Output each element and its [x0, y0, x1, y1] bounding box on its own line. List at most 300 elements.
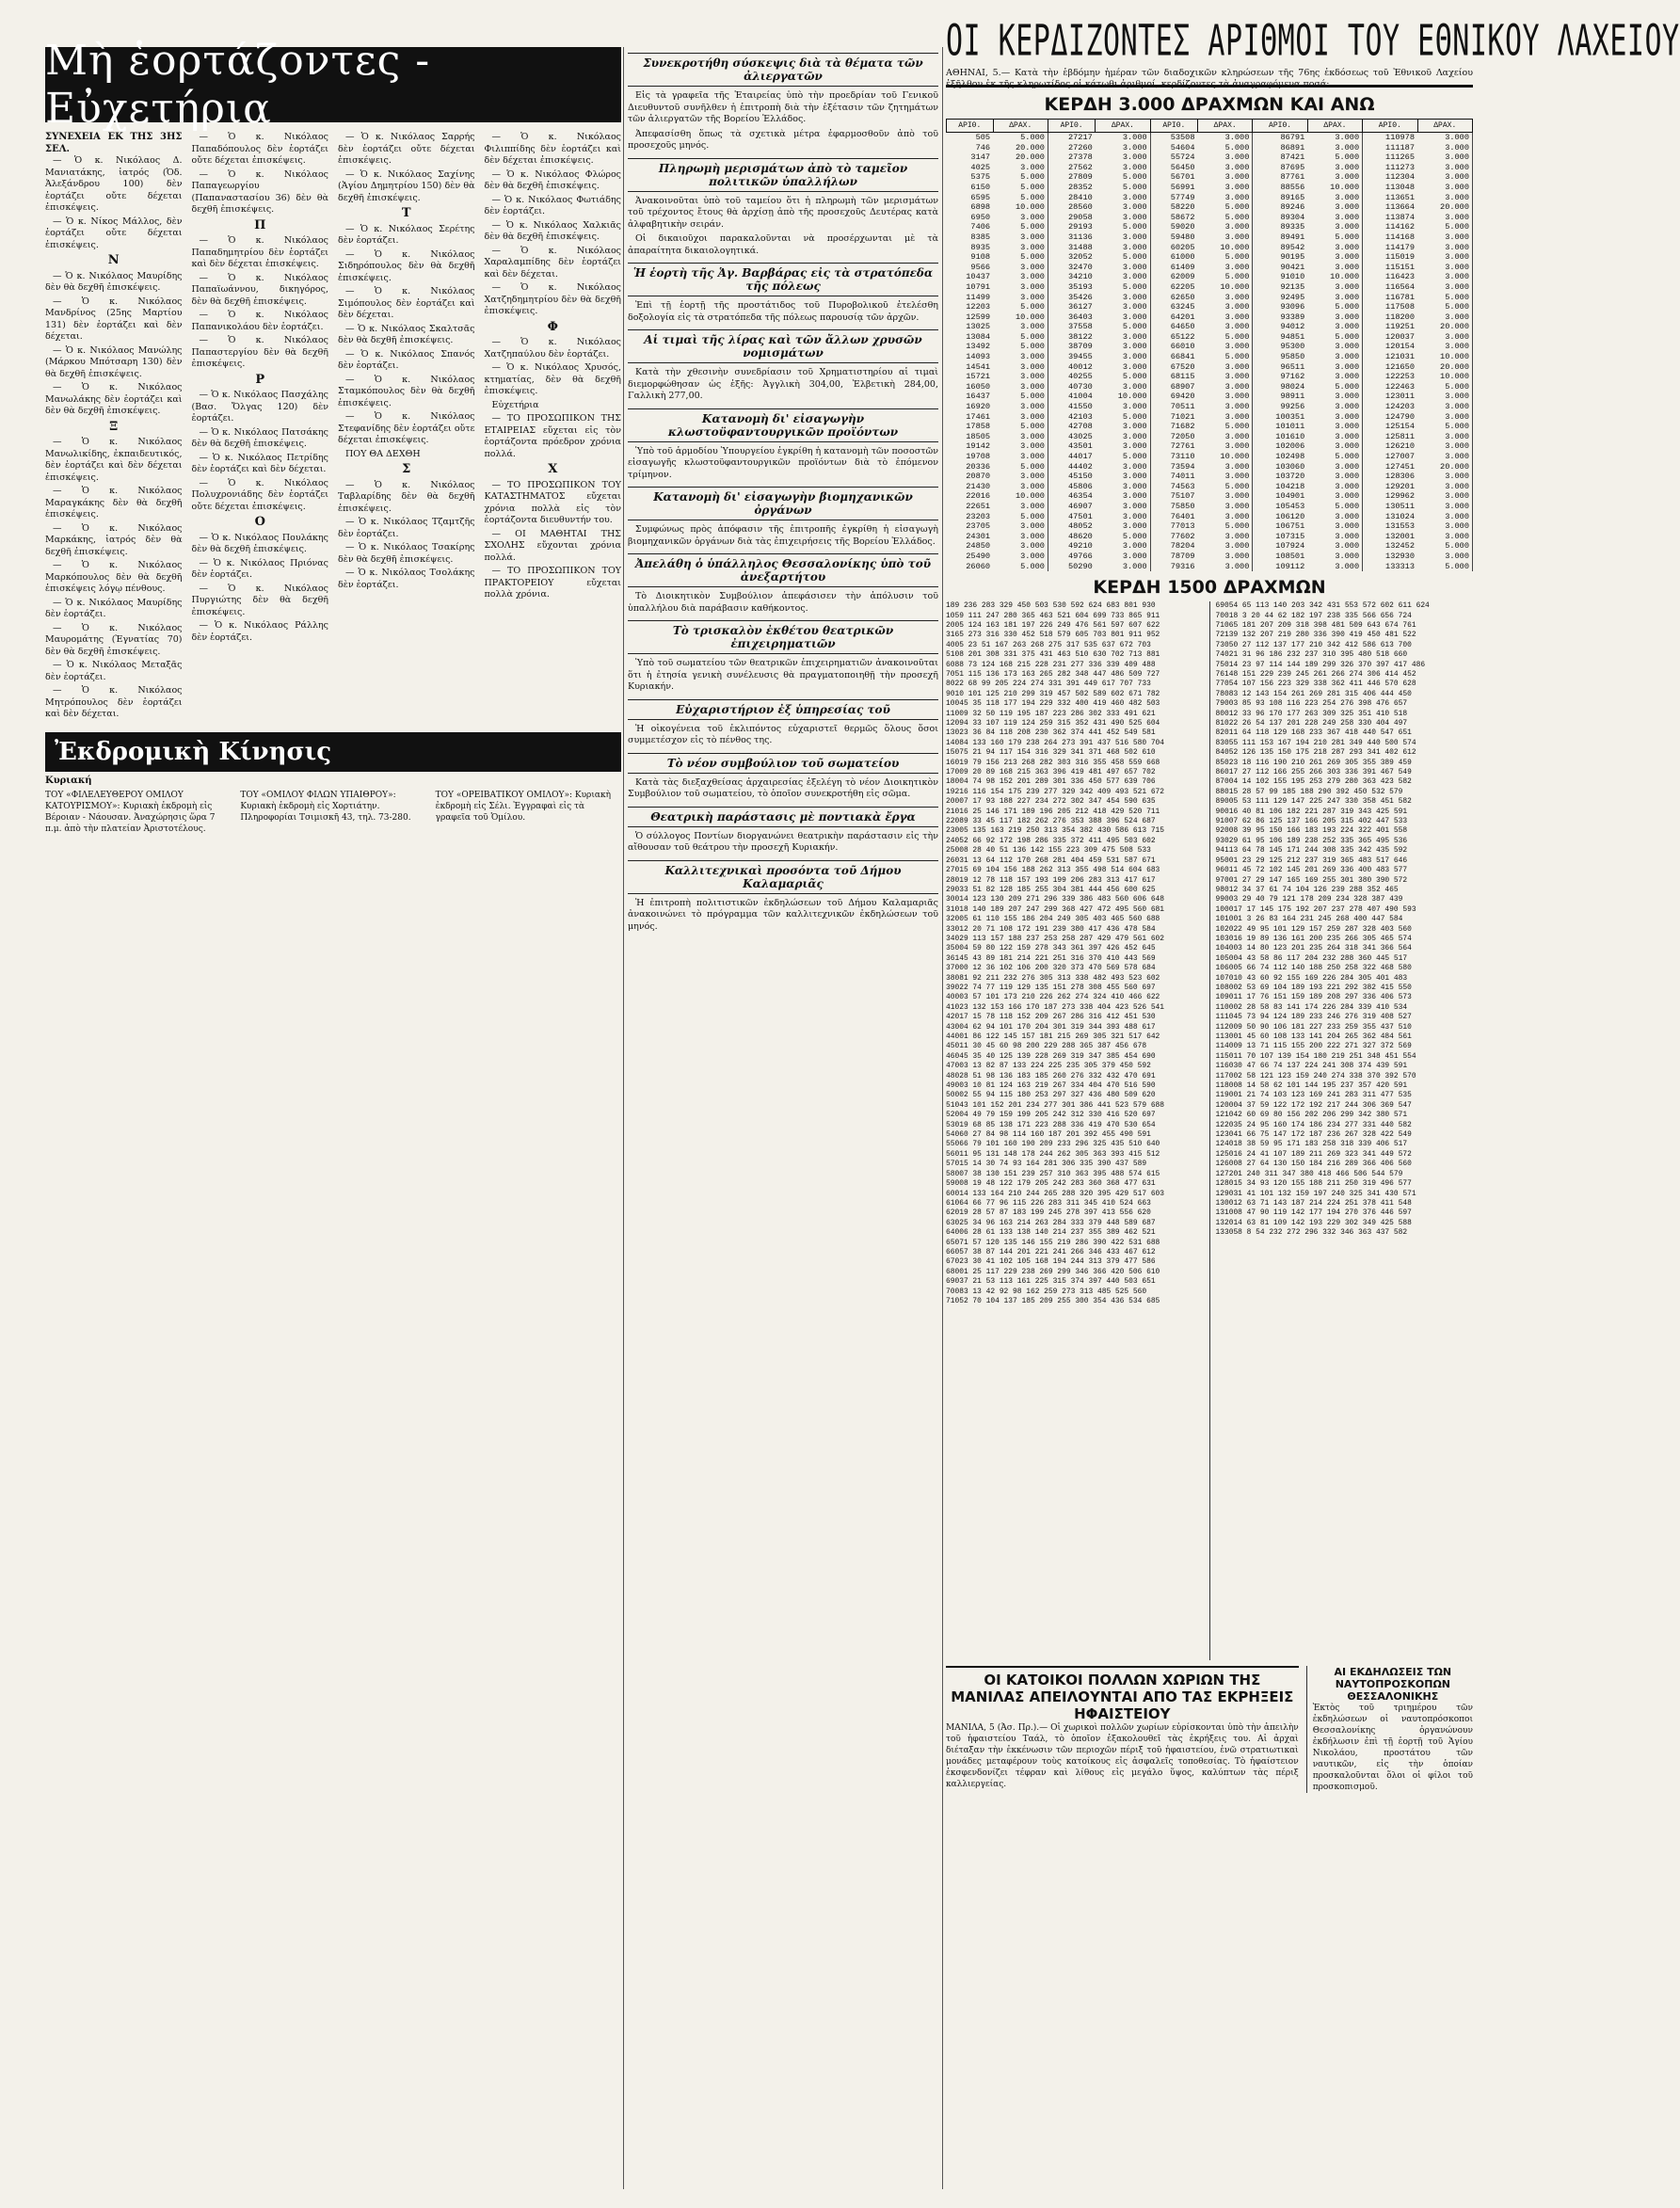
notice-item: — Ὁ κ. Νικόλαος Παπαγεωργίου (Παπαναστασίου 36) δὲν θὰ δεχθῆ ἐπισκέψεις. — [191, 168, 328, 215]
brief-body — [628, 300, 938, 324]
ticket-number: 35426 — [1067, 292, 1093, 302]
ticket-number: 96511 — [1280, 361, 1305, 372]
prize-amount: 5.000 — [1096, 252, 1150, 263]
table-row — [947, 322, 1473, 332]
notice-item: — Ὁ κ. Νικόλαος Πουλάκης δὲν θὰ δεχθῆ ἐπισκέψεις. — [191, 532, 328, 554]
notice-item: — Ὁ κ. Νικόλαος Μαυρίδης δὲν ἑορτάζει. — [45, 597, 183, 619]
prize-amount: 3.000 — [993, 293, 1048, 303]
prize-amount: 5.000 — [993, 193, 1048, 203]
alphabet-section-letter: Χ — [548, 462, 558, 476]
ticket-number: 36127 — [1067, 302, 1093, 312]
ticket-number: 99256 — [1280, 402, 1305, 412]
table-row — [947, 512, 1473, 522]
table-row — [947, 502, 1473, 512]
table-row — [947, 472, 1473, 482]
brief-body — [628, 658, 938, 694]
prize-amount: 3.000 — [1096, 562, 1150, 572]
prize-amount: 3.000 — [1198, 441, 1253, 452]
ticket-number: 14093 — [966, 352, 991, 362]
prize-amount: 3.000 — [1096, 202, 1150, 213]
ticket-number: 46907 — [1067, 501, 1093, 511]
prize-amount: 3.000 — [1198, 402, 1253, 412]
ticket-number: 89165 — [1280, 192, 1305, 202]
table-row — [947, 312, 1473, 323]
ticket-number: 12203 — [966, 302, 991, 312]
ticket-number: 129201 — [1385, 481, 1415, 491]
prize-amount: 20.000 — [1417, 362, 1473, 373]
prize-heading-3000: ΚΕΡΔΗ 3.000 ΔΡΑΧΜΩΝ ΚΑΙ ΑΝΩ — [1044, 94, 1375, 115]
ticket-number: 70511 — [1170, 402, 1195, 412]
notice-item: Εὐχετήρια — [491, 399, 539, 410]
prize-amount: 3.000 — [1417, 512, 1473, 522]
table-row — [947, 222, 1473, 232]
ticket-number: 86891 — [1280, 142, 1305, 152]
ticket-number: 25490 — [966, 551, 991, 561]
ticket-number: 122253 — [1385, 372, 1415, 382]
ticket-number: 10437 — [966, 272, 991, 282]
prize-amount: 5.000 — [1096, 282, 1150, 293]
ticket-number: 22651 — [966, 501, 991, 511]
ticket-number: 114162 — [1385, 222, 1415, 232]
ticket-number: 58220 — [1170, 202, 1195, 213]
ticket-number: 74011 — [1170, 472, 1195, 482]
prize-amount: 3.000 — [1096, 143, 1150, 153]
lottery-intro: ΑΘΗΝΑΙ, 5.— Κατὰ τὴν ἑβδόμην ἡμέραν τῶν διαδοχικῶν κληρώσεων τῆς 76ης ἐκδόσεως τοῦ Ἐθνικοῦ Λαχείου ἐξῆλθον ἐκ τῆς κληρωτίδος οἱ κάτωθι ἀριθμοί, κερδίζοντες τὰ ἀναγραφόμενα ποσά: — [946, 68, 1473, 89]
prize-amount: 3.000 — [1307, 362, 1362, 373]
ticket-number: 59480 — [1170, 232, 1195, 242]
prize-amount: 3.000 — [1417, 193, 1473, 203]
table-row — [947, 232, 1473, 243]
ticket-number: 13025 — [966, 322, 991, 332]
prize-amount: 5.000 — [1198, 332, 1253, 343]
notice-item: — Ὁ κ. Νικόλαος Παπανικολάου δὲν ἑορτάζει. — [191, 310, 328, 332]
ticket-number: 23705 — [966, 521, 991, 532]
prize-amount: 5.000 — [993, 422, 1048, 432]
ticket-number: 50290 — [1067, 561, 1093, 571]
ticket-number: 34210 — [1067, 272, 1093, 282]
ticket-number: 114168 — [1385, 232, 1415, 242]
prize-amount: 5.000 — [1198, 521, 1253, 532]
prize-amount: 3.000 — [1096, 352, 1150, 362]
amount-column-header: ΔΡΑΧ. — [1417, 120, 1473, 133]
ticket-number: 43501 — [1067, 441, 1093, 452]
prize-amount: 3.000 — [1417, 183, 1473, 193]
ticket-number: 11499 — [966, 292, 991, 302]
notice-item: — ΤΟ ΠΡΟΣΩΠΙΚΟΝ ΤΟΥ ΠΡΑΚΤΟΡΕΙΟΥ εὔχεται πολλὰ χρόνια. — [484, 566, 621, 600]
ticket-number: 62009 — [1170, 272, 1195, 282]
ticket-number: 108501 — [1275, 551, 1305, 561]
table-row — [947, 133, 1473, 143]
prize-amount: 5.000 — [1096, 452, 1150, 462]
prize-amount: 3.000 — [1417, 252, 1473, 263]
ticket-number: 17461 — [966, 411, 991, 422]
prize-amount: 3.000 — [1307, 521, 1362, 532]
ticket-number: 89335 — [1280, 222, 1305, 232]
amount-column-header: ΔΡΑΧ. — [1096, 120, 1150, 133]
ticket-number: 92135 — [1280, 281, 1305, 292]
table-row — [947, 263, 1473, 273]
prize-amount: 3.000 — [993, 243, 1048, 253]
ticket-number: 133313 — [1385, 561, 1415, 571]
ticket-number: 129962 — [1385, 491, 1415, 502]
prize-amount: 3.000 — [1096, 482, 1150, 492]
ticket-number: 57749 — [1170, 192, 1195, 202]
ticket-number: 116564 — [1385, 281, 1415, 292]
ticket-number: 114179 — [1385, 242, 1415, 252]
ticket-number: 28560 — [1067, 202, 1093, 213]
ticket-number: 123011 — [1385, 392, 1415, 402]
lottery-table-header — [947, 120, 1473, 133]
prize-amount: 3.000 — [1198, 152, 1253, 163]
notice-item: — Ὁ κ. Νικόλαος Σιμόπουλος δὲν ἑορτάζει καὶ δὲν δέχεται. — [338, 286, 475, 320]
notice-item: — Ὁ κ. Νικόλαος Δ. Μανιατάκης, ἰατρός (Ὁδ. Ἀλεξάνδρου 100) δὲν ἑορτάζει οὔτε δέχεται ἐπισκέψεις. — [45, 155, 183, 213]
notice-item: — Ὁ κ. Νικόλαος Πετρίδης δὲν ἑορτάζει καὶ δὲν δέχεται. — [191, 452, 328, 474]
notice-item: — Ὁ κ. Νικόλαος Φιλιππίδης δὲν ἑορτάζει καὶ δὲν δέχεται ἐπισκέψεις. — [484, 132, 621, 166]
brief-paragraph: Ὁ σύλλογος Ποντίων διοργανώνει θεατρικὴν παράστασιν εἰς τὴν αἴθουσαν τοῦ θεάτρου τὴν προσεχῆ Κυριακήν. — [628, 830, 938, 853]
prize-amount: 3.000 — [1096, 432, 1150, 442]
brief-headline: Κατανομὴ δι' εἰσαγωγὴν κλωστοϋφαντουργικῶν προϊόντων — [628, 408, 938, 442]
table-row — [947, 152, 1473, 163]
prize-amount: 3.000 — [1096, 541, 1150, 552]
prize-amount: 3.000 — [1307, 552, 1362, 562]
ticket-number: 56701 — [1170, 172, 1195, 183]
ticket-number: 90421 — [1280, 262, 1305, 272]
prize-amount: 5.000 — [993, 462, 1048, 472]
notice-columns — [45, 132, 621, 723]
prize-amount: 3.000 — [1096, 491, 1150, 502]
prize-amount: 10.000 — [1417, 352, 1473, 362]
ticket-number: 89304 — [1280, 212, 1305, 222]
prize-amount: 3.000 — [1198, 342, 1253, 352]
table-row — [947, 163, 1473, 173]
prize-amount: 3.000 — [1307, 143, 1362, 153]
notice-column — [485, 132, 622, 723]
ticket-number: 41004 — [1067, 392, 1093, 402]
brief-paragraph: Ἐπὶ τῇ ἑορτῇ τῆς προστάτιδος τοῦ Πυροβολικοῦ ἐτελέσθη δοξολογία εἰς τὰ στρατόπεδα τῆς πόλεως παρουσίᾳ τῶν ἀρχῶν. — [628, 300, 938, 323]
ticket-number: 13084 — [966, 331, 991, 342]
prize-amount: 3.000 — [1417, 143, 1473, 153]
volcano-text: ΜΑΝΙΛΑ, 5 (Ἀσ. Πρ.).— Οἱ χωρικοὶ πολλῶν χωρίων εὑρίσκονται ὑπὸ τὴν ἀπειλὴν τοῦ ἡφαιστείου Ταάλ, τὸ ὁποῖον ἐξακολουθεῖ τὰς ἐκρήξεις του. Αἱ ἀρχαὶ διέταξαν τὴν ἐκκένωσιν τῶν περιοχῶν πέριξ τοῦ ἡφαιστείου, ἐνῶ στρατιωτικαὶ μονάδες μεταφέρουν τοὺς κατοίκους εἰς ἀσφαλεῖς τοποθεσίας. Τὸ ἡφαίστειον ἐκσφενδονίζει τέφραν καὶ λίθους εἰς μεγάλο ὕψος, καλύπτων τὰς πέριξ καλλιεργείας. — [946, 1723, 1299, 1790]
prize-amount: 3.000 — [1198, 133, 1253, 143]
prize-amount: 3.000 — [1417, 312, 1473, 323]
ticket-number: 87421 — [1280, 152, 1305, 163]
ticket-number: 102006 — [1275, 441, 1305, 452]
prize-amount: 3.000 — [1096, 133, 1150, 143]
prize-amount: 3.000 — [1307, 312, 1362, 323]
prize-amount: 3.000 — [1096, 462, 1150, 472]
prize-amount: 3.000 — [1307, 512, 1362, 522]
ticket-number: 49210 — [1067, 541, 1093, 552]
prize-amount: 3.000 — [1198, 512, 1253, 522]
ticket-number: 101011 — [1275, 422, 1305, 432]
table-row — [947, 282, 1473, 293]
prize-amount: 5.000 — [993, 302, 1048, 312]
prize-amount: 5.000 — [993, 512, 1048, 522]
prize-amount: 3.000 — [1096, 502, 1150, 512]
notice-column — [192, 132, 329, 723]
prize-amount: 3.000 — [993, 282, 1048, 293]
prize-amount: 3.000 — [1096, 213, 1150, 223]
ticket-number: 116423 — [1385, 272, 1415, 282]
ticket-number: 6898 — [970, 202, 991, 213]
table-row — [947, 352, 1473, 362]
ticket-number: 48052 — [1067, 521, 1093, 532]
ticket-number: 98911 — [1280, 392, 1305, 402]
prize-amount: 3.000 — [1096, 243, 1150, 253]
prize-amount: 3.000 — [1307, 193, 1362, 203]
prize-amount: 3.000 — [1096, 302, 1150, 312]
ticket-number: 24301 — [966, 531, 991, 541]
ticket-number: 103060 — [1275, 461, 1305, 472]
prize-amount: 10.000 — [1096, 392, 1150, 402]
prize-amount: 3.000 — [1307, 243, 1362, 253]
number-column-header: ΑΡΙΘ. — [1363, 120, 1417, 133]
table-row — [947, 541, 1473, 552]
ticket-number: 37558 — [1067, 322, 1093, 332]
ticket-number: 54604 — [1170, 142, 1195, 152]
prize-amount: 5.000 — [993, 392, 1048, 402]
column-divider — [623, 47, 624, 2189]
table-row — [947, 143, 1473, 153]
prize-amount: 5.000 — [1307, 152, 1362, 163]
prize-amount: 3.000 — [1307, 133, 1362, 143]
ticket-number: 117508 — [1385, 302, 1415, 312]
ticket-number: 44017 — [1067, 452, 1093, 461]
notice-item: — Ὁ κ. Νικόλαος Χαλκιᾶς δὲν θὰ δεχθῆ ἐπισκέψεις. — [484, 219, 621, 242]
notice-item: — Ὁ κ. Νικόλαος Στεφανίδης δὲν ἑορτάζει οὔτε δέχεται ἐπισκέψεις. — [338, 411, 475, 445]
ticket-number: 90195 — [1280, 252, 1305, 263]
ticket-number: 38122 — [1067, 331, 1093, 342]
ticket-number: 44402 — [1067, 461, 1093, 472]
ticket-number: 132930 — [1385, 551, 1415, 561]
ticket-number: 16920 — [966, 402, 991, 412]
brief-headline: Πληρωμὴ μερισμάτων ἀπὸ τὸ ταμεῖον πολιτικῶν ὑπαλλήλων — [628, 158, 938, 192]
prize-amount: 3.000 — [1307, 422, 1362, 432]
prize-amount: 3.000 — [993, 412, 1048, 423]
ticket-number: 115019 — [1385, 252, 1415, 263]
number-list-left: 189 236 283 329 450 503 530 592 624 683 801 930 1059 111 247 280 365 463 521 604 699 733 865 911 2005 124 163 181 197 226 249 476 561 597 607 622 3165 273 316 330 452 518 579 605 703 801 911 952 4005 23 51 167 263 268 275 317 535 637 672 703 5108 201 308 331 375 431 463 510 630 702 713 881 6088 73 124 168 215 228 231 277 336 339 409 488 7051 115 136 173 163 265 282 348 447 486 509 727 8022 68 99 205 224 274 331 391 449 617 707 733 9010 101 125 210 299 319 457 502 589 602 671 782 10045 35 118 177 194 229 332 400 419 460 482 503 11009 32 50 119 195 187 223 286 302 333 491 621 12094 33 107 119 124 259 315 352 431 490 525 604 13023 36 84 118 208 230 362 374 441 452 549 581 14084 133 160 179 238 264 273 391 437 516 580 704 15075 21 94 117 154 316 329 341 371 468 502 610 16019 79 156 213 268 282 303 316 355 458 559 668 17009 20 89 168 215 363 396 419 481 497 657 702 18004 74 98 152 201 289 301 336 450 577 639 706 19216 116 154 175 239 277 329 342 409 493 521 672 20007 17 93 188 227 234 272 302 347 454 590 635 21016 25 146 171 189 196 205 212 418 429 520 711 22089 33 45 117 182 262 276 353 388 396 524 687 23005 135 163 219 250 313 354 382 430 586 613 715 24052 66 92 172 198 286 335 372 411 495 503 602 25008 28 40 51 136 142 155 223 309 475 508 533 26031 13 64 112 170 268 281 404 459 531 587 671 27015 69 104 156 188 262 313 355 498 514 604 683 28019 12 78 118 157 193 199 206 283 313 417 617 29033 51 82 128 185 255 304 381 444 456 600 625 30014 123 130 209 271 296 339 386 483 560 606 648 31018 140 189 207 247 299 368 427 472 495 560 681 32005 61 110 155 186 204 249 305 403 465 560 688 33012 20 71 108 172 191 239 380 417 436 478 584 34029 113 157 188 237 253 258 287 429 479 561 602 35004 59 80 122 159 278 343 361 397 426 452 645 36145 43 89 181 214 221 251 316 370 410 443 569 37000 12 36 102 106 200 320 373 470 569 578 684 38081 92 211 232 276 305 313 338 482 493 523 602 39022 74 77 119 129 135 151 278 308 455 560 697 40003 57 101 173 210 226 262 274 324 410 466 622 41023 132 153 166 170 187 273 338 404 423 526 541 42017 15 78 118 152 209 267 286 316 412 451 530 43004 62 94 101 170 204 301 319 344 393 488 617 44001 86 122 145 157 181 215 269 305 321 517 642 45011 30 45 60 98 200 229 288 365 387 456 678 46045 35 40 125 139 228 269 319 347 385 454 690 47003 13 82 87 133 224 225 235 305 379 450 592 48028 51 98 136 183 185 260 276 332 432 470 691 49003 10 81 124 163 219 267 334 404 470 516 590 50002 55 94 115 180 253 297 327 436 480 509 620 51043 101 152 201 234 277 301 386 441 523 579 688 52004 49 79 159 199 205 242 312 330 416 520 697 53019 68 85 138 171 223 288 336 419 470 530 654 54060 27 84 98 114 160 187 201 392 455 490 591 55066 79 101 160 190 209 233 296 325 435 510 640 56011 95 131 148 178 244 262 305 363 393 415 512 57015 14 30 74 93 164 281 306 335 390 437 589 58007 38 130 151 239 257 310 363 395 488 574 615 59008 19 48 122 179 205 242 283 360 368 477 631 60014 133 164 210 244 265 288 320 395 429 517 603 61064 66 77 96 115 226 283 311 345 410 524 663 62019 28 57 87 183 199 245 278 397 413 556 620 63025 34 96 163 214 263 284 333 379 448 589 687 64006 28 61 133 138 140 214 237 355 389 462 521 65071 57 120 135 146 155 219 286 390 422 531 688 66057 38 87 144 201 221 241 266 346 433 467 612 67023 30 41 102 105 168 194 244 313 379 477 586 68001 25 117 229 238 269 299 346 366 420 506 610 69037 21 53 113 161 225 315 374 397 440 503 651 70083 13 42 92 98 162 259 273 313 485 525 560 71052 70 104 137 185 209 255 300 354 436 534 685 — [946, 601, 1165, 1305]
notice-item: — Ὁ κ. Νικόλαος Μητρόπουλος δὲν ἑορτάζει καὶ δὲν δέχεται. — [45, 685, 183, 719]
ticket-number: 56450 — [1170, 162, 1195, 172]
prize-amount: 3.000 — [1417, 342, 1473, 352]
prize-amount: 5.000 — [1198, 272, 1253, 282]
continuation-label: ΣΥΝΕΧΕΙΑ ΕΚ ΤΗΣ 3ΗΣ ΣΕΛ. — [45, 132, 183, 154]
ticket-number: 43025 — [1067, 431, 1093, 441]
ticket-number: 106120 — [1275, 511, 1305, 521]
prize-amount: 3.000 — [1307, 482, 1362, 492]
ticket-number: 106751 — [1275, 521, 1305, 532]
tour-day: Κυριακή — [45, 775, 92, 786]
ticket-number: 29058 — [1067, 212, 1093, 222]
ticket-number: 77013 — [1170, 521, 1195, 532]
prize-amount: 3.000 — [1096, 441, 1150, 452]
ticket-number: 9566 — [970, 262, 991, 272]
prize-amount: 3.000 — [1417, 213, 1473, 223]
prize-amount: 3.000 — [1198, 382, 1253, 392]
ticket-number: 20870 — [966, 472, 991, 482]
prize-amount: 3.000 — [1198, 293, 1253, 303]
scouts-headline: ΑΙ ΕΚΔΗΛΩΣΕΙΣ ΤΩΝ ΝΑΥΤΟΠΡΟΣΚΟΠΩΝ ΘΕΣΣΑΛΟΝΙΚΗΣ — [1334, 1666, 1452, 1704]
prize-amount: 3.000 — [1096, 232, 1150, 243]
bottom-news — [946, 1666, 1473, 1793]
ticket-number: 78709 — [1170, 551, 1195, 561]
prize-amount: 5.000 — [1417, 382, 1473, 392]
prize-amount: 3.000 — [1096, 263, 1150, 273]
notice-item: — Ὁ κ. Νικόλαος Χατζηδημητρίου δὲν θὰ δεχθῆ ἐπισκέψεις. — [484, 282, 621, 316]
prize-amount: 3.000 — [1307, 541, 1362, 552]
ticket-number: 16437 — [966, 392, 991, 402]
notice-item: — Ὁ κ. Νικόλαος Μανωλάκης δὲν ἑορτάζει καὶ δὲν θὰ δεχθῆ ἐπισκέψεις. — [45, 382, 183, 416]
ticket-number: 113664 — [1385, 202, 1415, 213]
notice-item: — Ὁ κ. Νικόλαος Παπαδημητρίου δὲν ἑορτάζει καὶ δὲν δέχεται ἐπισκέψεις. — [191, 235, 328, 269]
ticket-number: 94012 — [1280, 322, 1305, 332]
ticket-number: 120037 — [1385, 331, 1415, 342]
alphabet-section-letter: Ο — [254, 515, 265, 529]
ticket-number: 113651 — [1385, 192, 1415, 202]
prize-amount: 3.000 — [1417, 482, 1473, 492]
prize-amount: 3.000 — [993, 472, 1048, 482]
notice-item: — Ὁ κ. Νικόλαος Σταμκόπουλος δὲν θὰ δεχθῆ ἐπισκέψεις. — [338, 374, 475, 408]
notice-item: — Ὁ κ. Νίκος Μάλλος, δὲν ἑορτάζει οὔτε δέχεται ἐπισκέψεις. — [45, 216, 183, 250]
prize-amount: 3.000 — [1307, 263, 1362, 273]
ticket-number: 98024 — [1280, 381, 1305, 392]
brief-body — [628, 591, 938, 615]
notice-item: — Ὁ κ. Νικόλαος Σαχίνης (Ἁγίου Δημητρίου 150) δὲν θὰ δεχθῆ ἐπισκέψεις. — [338, 168, 475, 203]
prize-amount: 3.000 — [1307, 222, 1362, 232]
table-row — [947, 532, 1473, 542]
prize-amount: 5.000 — [1307, 382, 1362, 392]
prize-amount: 5.000 — [1417, 422, 1473, 432]
prize-amount: 10.000 — [1198, 452, 1253, 462]
notice-item: — ΟΙ ΜΑΘΗΤΑΙ ΤΗΣ ΣΧΟΛΗΣ εὔχονται χρόνια πολλά. — [484, 528, 621, 563]
table-row — [947, 293, 1473, 303]
notice-item: — Ὁ κ. Νικόλαος Χρυσός, κτηματίας, δὲν θὰ δεχθῆ ἐπισκέψεις. — [484, 362, 621, 396]
prize-amount: 3.000 — [993, 441, 1048, 452]
table-row — [947, 243, 1473, 253]
ticket-number: 32052 — [1067, 252, 1093, 263]
notice-item: — Ὁ κ. Νικόλαος Πυργιώτης δὲν θὰ δεχθῆ ἐπισκέψεις. — [191, 583, 328, 617]
ticket-number: 127451 — [1385, 461, 1415, 472]
ticket-number: 101610 — [1275, 431, 1305, 441]
prize-amount: 3.000 — [1198, 183, 1253, 193]
prize-amount: 3.000 — [1096, 272, 1150, 282]
prize-amount: 3.000 — [1198, 552, 1253, 562]
prize-amount: 5.000 — [1096, 372, 1150, 382]
prize-amount: 5.000 — [1307, 452, 1362, 462]
ticket-number: 73110 — [1170, 452, 1195, 461]
ticket-number: 109112 — [1275, 561, 1305, 571]
brief-paragraph: Ἡ οἰκογένεια τοῦ ἐκλιπόντος εὐχαριστεῖ θερμῶς ὅλους ὅσοι συμμετέσχον εἰς τὸ πένθος της. — [628, 723, 938, 745]
ticket-number: 60205 — [1170, 242, 1195, 252]
prize-amount: 3.000 — [1417, 392, 1473, 402]
prize-amount: 3.000 — [1096, 342, 1150, 352]
notice-item: — Ὁ κ. Νικόλαος Πατσάκης δὲν θὰ δεχθῆ ἐπισκέψεις. — [191, 426, 328, 449]
ticket-number: 16050 — [966, 381, 991, 392]
prize-amount: 3.000 — [993, 232, 1048, 243]
ticket-number: 18505 — [966, 431, 991, 441]
ticket-number: 124203 — [1385, 402, 1415, 412]
prize-amount: 3.000 — [1198, 562, 1253, 572]
brief-body — [628, 724, 938, 747]
ticket-number: 126210 — [1385, 441, 1415, 452]
notice-item: — Ὁ κ. Νικόλαος Φωτιάδης δὲν ἑορτάζει. — [484, 194, 621, 216]
brief-body — [628, 196, 938, 258]
brief-paragraph: Ἡ ἐπιτροπὴ πολιτιστικῶν ἐκδηλώσεων τοῦ Δήμου Καλαμαριᾶς ἀνακοινώνει τὸ πρόγραμμα τῶν καλλιτεχνικῶν ἐκδηλώσεων τοῦ μηνός. — [628, 897, 938, 932]
ticket-number: 103720 — [1275, 472, 1305, 482]
ticket-number: 95300 — [1280, 342, 1305, 352]
ticket-number: 505 — [975, 133, 991, 142]
ticket-number: 40730 — [1067, 381, 1093, 392]
notice-item: — Ὁ κ. Νικόλαος Σκαλτσᾶς δὲν θὰ δεχθῆ ἐπισκέψεις. — [338, 323, 475, 345]
ticket-number: 71021 — [1170, 411, 1195, 422]
prize-amount: 3.000 — [1307, 202, 1362, 213]
ticket-number: 6595 — [970, 192, 991, 202]
table-row — [947, 432, 1473, 442]
brief-body — [628, 524, 938, 548]
ticket-number: 62650 — [1170, 292, 1195, 302]
prize-amount: 3.000 — [1417, 441, 1473, 452]
notice-item: — Ὁ κ. Νικόλαος Ταβλαρίδης δὲν θὰ δεχθῆ ἐπισκέψεις. — [338, 479, 475, 514]
notice-column — [45, 132, 183, 723]
ticket-number: 8385 — [970, 232, 991, 242]
ticket-number: 68907 — [1170, 381, 1195, 392]
prize-amount: 3.000 — [993, 382, 1048, 392]
scouts-article — [1306, 1666, 1473, 1793]
prize-amount: 3.000 — [993, 352, 1048, 362]
ticket-number: 53508 — [1170, 133, 1195, 142]
column-divider — [942, 47, 943, 2189]
ticket-number: 59020 — [1170, 222, 1195, 232]
prize-amount: 3.000 — [1417, 332, 1473, 343]
prize-amount: 3.000 — [1307, 472, 1362, 482]
prize-amount: 3.000 — [1417, 243, 1473, 253]
ticket-number: 36403 — [1067, 312, 1093, 322]
prize-amount: 3.000 — [1307, 352, 1362, 362]
lottery-section — [946, 17, 1680, 2189]
ticket-number: 66841 — [1170, 352, 1195, 362]
prize-amount: 3.000 — [993, 541, 1048, 552]
ticket-number: 65122 — [1170, 331, 1195, 342]
prize-amount: 5.000 — [1198, 202, 1253, 213]
table-row — [947, 202, 1473, 213]
prize-amount: 3.000 — [1198, 432, 1253, 442]
prize-amount: 10.000 — [993, 491, 1048, 502]
notice-item: — Ὁ κ. Νικόλαος Σιδηρόπουλος δὲν θὰ δεχθῆ ἐπισκέψεις. — [338, 248, 475, 283]
prize-amount: 3.000 — [993, 521, 1048, 532]
ticket-number: 40012 — [1067, 361, 1093, 372]
ticket-number: 13492 — [966, 342, 991, 352]
ticket-number: 68115 — [1170, 372, 1195, 382]
small-prize-grid — [946, 601, 1473, 1660]
table-row — [947, 382, 1473, 392]
prize-amount: 3.000 — [993, 552, 1048, 562]
prize-amount: 5.000 — [1307, 232, 1362, 243]
prize-amount: 3.000 — [1198, 163, 1253, 173]
ticket-number: 112304 — [1385, 172, 1415, 183]
alphabet-section-letter: Π — [254, 217, 266, 232]
ticket-number: 89542 — [1280, 242, 1305, 252]
prize-amount: 10.000 — [1307, 272, 1362, 282]
prize-amount: 3.000 — [1307, 402, 1362, 412]
tour-notice: ΤΟΥ «ΟΜΙΛΟΥ ΦΙΛΩΝ ΥΠΑΙΘΡΟΥ»: Κυριακὴ ἐκδρομὴ εἰς Χορτιάτην. Πληροφορίαι Τσιμισκῆ 43, τηλ. 73-280. — [240, 790, 411, 823]
prize-amount: 3.000 — [1198, 532, 1253, 542]
prize-amount: 5.000 — [1417, 293, 1473, 303]
prize-amount: 5.000 — [1198, 143, 1253, 153]
ticket-number: 61409 — [1170, 262, 1195, 272]
section-title: Μὴ ἑορτάζοντες - Εὐχετήρια — [45, 47, 621, 122]
prize-amount: 3.000 — [1307, 441, 1362, 452]
prize-amount: 3.000 — [1096, 422, 1150, 432]
